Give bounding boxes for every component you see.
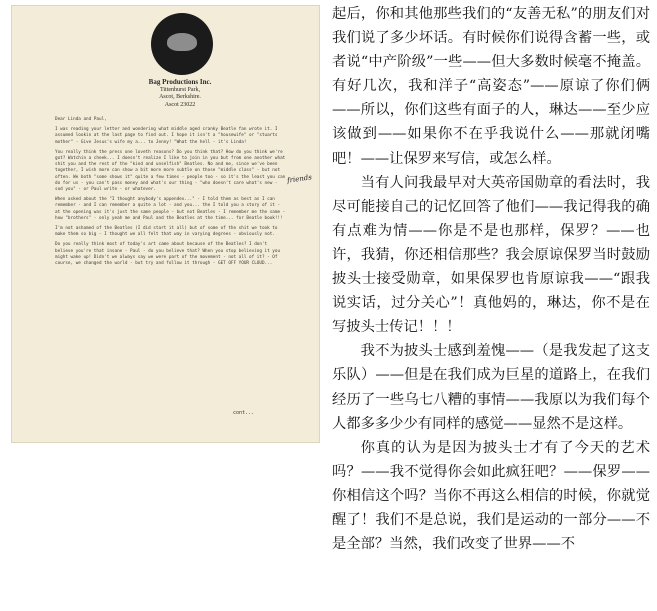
letter-paragraph: I was reading your letter and wondering what middle aged cranky Beatle fan wrote it. I assumed lookin at the last page to find out. I hope it isn't a "housewife" or "stuarts mother" - Give Jesus's wife my a... to Jenny! "What the hell - it's Linda! xyxy=(55,127,278,145)
bag-productions-logo xyxy=(151,13,213,75)
letterhead xyxy=(115,79,245,109)
letter-paragraph: When asked about the "I thought anybody's appendex..." - I told them as best as I can remember - and I can remember a quite a lot - and you... the I told you a story of it - at the opening was it's just the same people - but not Beatles - I remember me the same - how "brothers" - only yeah me and Paul and the Beatles at the time... for Beatle book!!! xyxy=(55,197,286,221)
letter-paragraph: I'm not ashamed of the Beatles (I did start it all) but of some of the shit we took to make them so big - I thought we all felt that way in varying degrees - obviously not. xyxy=(55,226,278,238)
letterhead-company: Bag Productions Inc. xyxy=(148,78,212,86)
letter-body xyxy=(55,117,287,271)
logo-emblem xyxy=(167,33,197,51)
letter-continued-mark: cont... xyxy=(233,410,255,416)
letterhead-address-2: Ascot, Berkshire. xyxy=(159,94,201,100)
letterhead-phone: Ascot 23022 xyxy=(164,101,196,108)
handwritten-margin-note: friends xyxy=(286,173,313,185)
book-paragraph: 你真的认为是因为披头士才有了今天的艺术吗？——我不觉得你会如此疯狂吧？——保罗——你相信这个吗？当你不再这么相信的时候，你就觉醒了！我们不是总说，我们是运动的一部分——不是全部？当然，我们改变了世界——不 xyxy=(332,439,650,553)
letter-photo xyxy=(11,5,320,443)
letterhead-address-1: Tittenhurst Park, xyxy=(159,86,201,93)
book-text-column xyxy=(332,2,650,556)
book-paragraph: 当有人问我最早对大英帝国勋章的看法时，我尽可能接自己的记忆回答了他们——我记得我的确有点难为情——你是不是也那样，保罗？——也许，我猜，你还相信那些？我会原谅保罗当时鼓励披头士接受勋章，如果保罗也肯原谅我——“跟我说实话，过分关心”！真他妈的，琳达，你不是在写披头士传记！！！ xyxy=(332,174,650,336)
letter-greeting: Dear Linda and Paul, xyxy=(55,117,107,122)
book-paragraph: 我不为披头士感到羞愧——（是我发起了这支乐队）——但是在我们成为巨星的道路上，在我们经历了一些乌七八糟的事情——我原以为我们每个人都多多少少有同样的感觉——显然不是这样。 xyxy=(332,343,650,432)
book-paragraph: 起后，你和其他那些我们的“友善无私”的朋友们对我们说了多少坏话。有时候你们说得含蓄一些，或者说“中产阶级”一些——但大多数时候毫不掩盖。有好几次，我和洋子“高姿态”——原谅了你们俩——所以，你们这些有面子的人，琳达——至少应该做到——如果你不在乎我说什么——那就闭嘴吧！——让保罗来写信，或怎么样。 xyxy=(332,6,650,167)
letter-paragraph: You really think the press one loveth reasons? Do you think that? How do you think we're got? Watchin a cheek... I doesn't realize I like to join in you but from one another what shit you and the rest of the "kind and unselfish" Beatles. No and me, since we've been together, I wish more can show a bit more more subtle on those "middle class" - but not often. We both "some shows it" quite a few times - people too - so it's the least you can do for us - you can't pass money and what's our thing - "who doesn't care what's new - sod you" - or Paul write - or whatever. xyxy=(55,149,286,193)
letter-paragraph: Do you really think most of today's art came about because of the Beatles? I don't believe you're that insane - Paul - do you believe that? When you stop believing it you might wake up! Didn't we always say we were part of the movement - not all of it? - Of course, we changed the world - but try and follow it through - GET OFF YOUR CLOUD... xyxy=(55,242,281,267)
